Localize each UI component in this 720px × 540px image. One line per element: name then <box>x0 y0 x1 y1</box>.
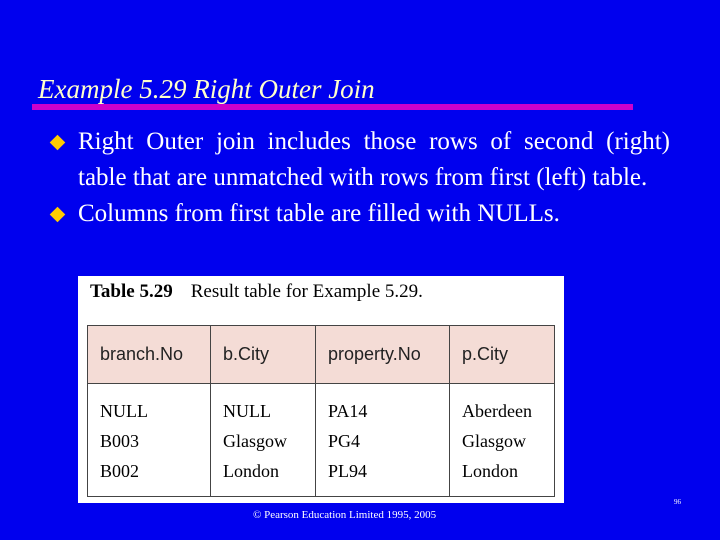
table-cell: Glasgow <box>462 431 526 451</box>
slide-title: Example 5.29 Right Outer Join <box>38 74 375 104</box>
header-p-city: p.City <box>450 326 555 384</box>
bullet-item <box>58 124 670 196</box>
bullet-item <box>58 196 670 232</box>
bullet-list <box>58 124 670 232</box>
table-cell: NULL <box>223 401 271 421</box>
table-cell: London <box>223 461 279 481</box>
column-b-city <box>211 384 316 497</box>
table-header-row <box>88 326 555 384</box>
column-p-city <box>450 384 555 497</box>
header-branch-no: branch.No <box>88 326 211 384</box>
header-b-city: b.City <box>211 326 316 384</box>
table-cell: Glasgow <box>223 431 287 451</box>
header-property-no: property.No <box>316 326 450 384</box>
table-cell: PA14 <box>328 401 368 421</box>
table-caption <box>90 281 423 303</box>
table-caption-text: Result table for Example 5.29. <box>190 281 423 302</box>
table-cell: Aberdeen <box>462 401 532 421</box>
table-cell: PG4 <box>328 431 361 451</box>
table-cell: B002 <box>100 461 140 481</box>
diamond-bullet-icon <box>50 135 66 151</box>
column-branch-no <box>88 384 211 497</box>
table-cell: NULL <box>100 401 148 421</box>
page-number: 96 <box>674 498 681 506</box>
title-underline <box>32 104 633 110</box>
copyright-notice: © Pearson Education Limited 1995, 2005 <box>253 509 437 521</box>
result-table <box>87 325 555 497</box>
column-property-no <box>316 384 450 497</box>
table-cell: B003 <box>100 431 140 451</box>
diamond-bullet-icon <box>50 207 66 223</box>
table-cell: London <box>462 461 518 481</box>
table-cell: PL94 <box>328 461 368 481</box>
bullet-text: Columns from first table are filled with NULLs. <box>78 200 560 227</box>
bullet-text: Right Outer join includes those rows of second (right) table that are unmatched with rows from first (left) table. <box>78 128 670 191</box>
table-caption-number: Table 5.29 <box>90 281 173 302</box>
result-table-figure <box>78 276 564 503</box>
table-body-row <box>88 384 555 497</box>
